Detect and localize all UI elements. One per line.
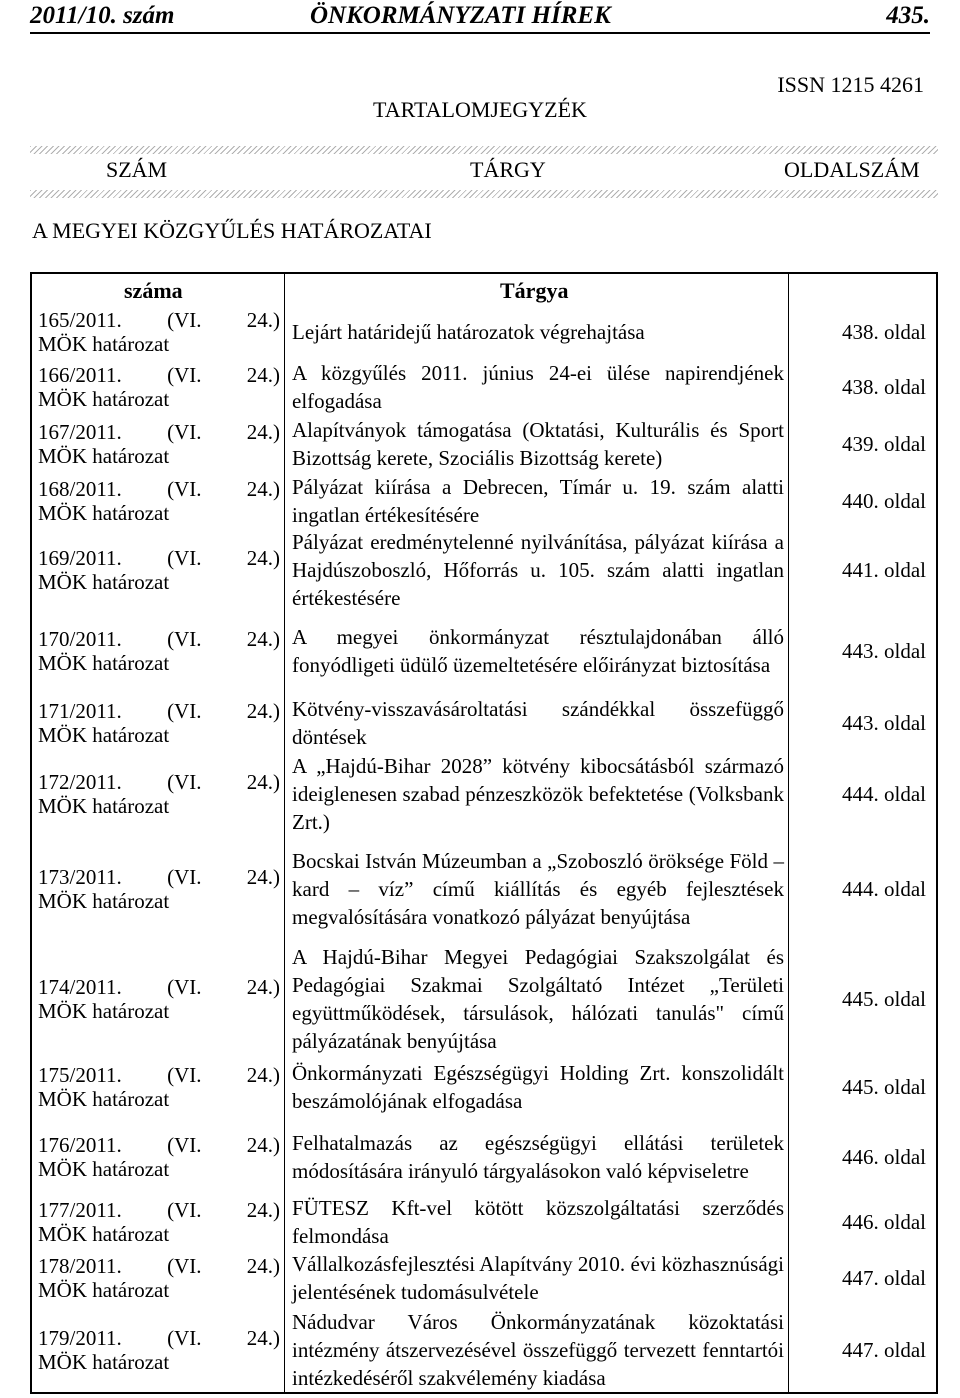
resolution-day: 24.)	[246, 627, 280, 651]
resolution-id	[38, 754, 280, 834]
page-reference: 446. oldal	[842, 1144, 926, 1169]
resolution-day: 24.)	[246, 865, 280, 889]
resolution-day: 24.)	[246, 546, 280, 570]
resolution-id	[38, 834, 280, 944]
header-rule	[30, 32, 930, 34]
table-row	[32, 472, 936, 530]
resolution-subject: FÜTESZ Kft-vel kötött közszolgáltatási szerződés felmondása	[292, 1196, 784, 1248]
table-row	[32, 610, 936, 692]
resolution-month: (VI.	[167, 770, 202, 794]
col-szam: SZÁM	[106, 157, 168, 182]
resolution-number: 173/2011.	[38, 865, 122, 889]
resolution-month: (VI.	[167, 363, 202, 387]
resolution-type: MÖK határozat	[38, 444, 170, 468]
resolution-number: 165/2011.	[38, 308, 122, 332]
resolution-type: MÖK határozat	[38, 794, 170, 818]
page-reference: 447. oldal	[842, 1265, 926, 1290]
resolution-id	[38, 416, 280, 472]
resolution-number: 175/2011.	[38, 1063, 122, 1087]
table-row	[32, 834, 936, 944]
resolution-day: 24.)	[246, 1326, 280, 1350]
resolution-month: (VI.	[167, 865, 202, 889]
resolution-type: MÖK határozat	[38, 387, 170, 411]
resolution-id	[38, 472, 280, 530]
table-row	[32, 754, 936, 834]
resolution-number: 170/2011.	[38, 627, 122, 651]
resolution-number: 176/2011.	[38, 1133, 122, 1157]
resolution-type: MÖK határozat	[38, 999, 170, 1023]
resolution-day: 24.)	[246, 363, 280, 387]
table-row	[32, 944, 936, 1054]
resolution-number: 169/2011.	[38, 546, 122, 570]
page-reference: 443. oldal	[842, 638, 926, 663]
resolution-month: (VI.	[167, 1198, 202, 1222]
table-row	[32, 530, 936, 610]
resolution-type: MÖK határozat	[38, 723, 170, 747]
page-reference: 440. oldal	[842, 488, 926, 513]
col-targy: TÁRGY	[470, 157, 546, 182]
table-row	[32, 1054, 936, 1120]
resolution-subject: A Hajdú-Bihar Megyei Pedagógiai Szakszolgálat és Pedagógiai Szakmai Szolgáltató Intézet „Területi együttműködések, társulások, hálózati tanulás" című pályázatának benyújtása	[292, 945, 784, 1053]
table-row	[32, 1250, 936, 1306]
resolution-day: 24.)	[246, 420, 280, 444]
resolution-subject: Bocskai István Múzeumban a „Szoboszló öröksége Föld – kard – víz” című kiállítás és egyéb fejlesztések megvalósítására vonatkozó pályázat benyújtása	[292, 849, 784, 929]
hatch-rule-bottom	[30, 190, 938, 198]
resolution-id	[38, 1120, 280, 1194]
table-row	[32, 1120, 936, 1194]
publication-title: ÖNKORMÁNYZATI HÍREK	[310, 2, 611, 29]
resolution-day: 24.)	[246, 975, 280, 999]
resolution-day: 24.)	[246, 1063, 280, 1087]
resolution-number: 179/2011.	[38, 1326, 122, 1350]
resolution-type: MÖK határozat	[38, 889, 170, 913]
hatch-rule-top	[30, 146, 938, 154]
resolution-subject: A megyei önkormányzat résztulajdonában álló fonyódligeti üdülő üzemeltetésére előirányzat biztosítása	[292, 625, 784, 677]
resolution-subject: Kötvény-visszavásároltatási szándékkal összefüggő döntések	[292, 697, 784, 749]
resolution-day: 24.)	[246, 770, 280, 794]
resolution-type: MÖK határozat	[38, 1350, 170, 1374]
resolution-id	[38, 944, 280, 1054]
resolution-subject: Nádudvar Város Önkormányzatának közoktatási intézmény átszervezésével összefüggő tervezett fenntartói intézkedéséről szakvélemény kiadása	[292, 1310, 784, 1390]
resolution-day: 24.)	[246, 699, 280, 723]
resolution-subject: A közgyűlés 2011. június 24-ei ülése napirendjének elfogadása	[292, 361, 784, 413]
page-reference: 444. oldal	[842, 781, 926, 806]
resolution-subject: Lejárt határidejű határozatok végrehajtása	[292, 320, 645, 344]
page-reference: 439. oldal	[842, 431, 926, 456]
resolution-subject: Pályázat kiírása a Debrecen, Tímár u. 19. szám alatti ingatlan értékesítésére	[292, 475, 784, 527]
page-reference: 445. oldal	[842, 1074, 926, 1099]
resolution-type: MÖK határozat	[38, 1222, 170, 1246]
resolution-id	[38, 530, 280, 610]
running-header	[30, 0, 930, 34]
issn: ISSN 1215 4261	[777, 72, 924, 97]
page-reference: 444. oldal	[842, 876, 926, 901]
page-reference: 446. oldal	[842, 1209, 926, 1234]
resolution-number: 168/2011.	[38, 477, 122, 501]
column-headings	[0, 157, 960, 187]
resolution-number: 172/2011.	[38, 770, 122, 794]
resolution-month: (VI.	[167, 699, 202, 723]
resolution-type: MÖK határozat	[38, 1157, 170, 1181]
resolution-day: 24.)	[246, 477, 280, 501]
resolution-type: MÖK határozat	[38, 651, 170, 675]
table-row	[32, 692, 936, 754]
resolution-id	[38, 692, 280, 754]
page-reference: 447. oldal	[842, 1337, 926, 1362]
resolution-month: (VI.	[167, 308, 202, 332]
resolution-month: (VI.	[167, 1326, 202, 1350]
table-row	[32, 306, 936, 358]
resolution-id	[38, 306, 280, 358]
resolution-id	[38, 1306, 280, 1394]
page-number: 435.	[886, 2, 930, 29]
page-reference: 438. oldal	[842, 374, 926, 399]
resolution-month: (VI.	[167, 420, 202, 444]
resolution-number: 167/2011.	[38, 420, 122, 444]
section-heading: A MEGYEI KÖZGYŰLÉS HATÁROZATAI	[32, 218, 432, 243]
resolution-month: (VI.	[167, 627, 202, 651]
resolution-month: (VI.	[167, 1133, 202, 1157]
resolution-subject: Felhatalmazás az egészségügyi ellátási területek módosítására irányuló tárgyalásokon való képviseletre	[292, 1131, 784, 1183]
table-row	[32, 416, 936, 472]
resolution-day: 24.)	[246, 1254, 280, 1278]
resolution-number: 177/2011.	[38, 1198, 122, 1222]
resolution-month: (VI.	[167, 1063, 202, 1087]
table-row	[32, 1306, 936, 1394]
resolution-day: 24.)	[246, 308, 280, 332]
resolution-subject: Alapítványok támogatása (Oktatási, Kulturális és Sport Bizottság kerete, Szociális Bizottság kerete)	[292, 418, 784, 470]
toc-title: TARTALOMJEGYZÉK	[373, 97, 587, 122]
page-reference: 441. oldal	[842, 557, 926, 582]
table-row	[32, 1194, 936, 1250]
resolution-type: MÖK határozat	[38, 570, 170, 594]
resolution-id	[38, 1194, 280, 1250]
resolution-month: (VI.	[167, 1254, 202, 1278]
resolution-id	[38, 610, 280, 692]
resolution-month: (VI.	[167, 546, 202, 570]
resolution-subject: A „Hajdú-Bihar 2028” kötvény kibocsátásból származó ideiglenesen szabad pénzeszközök befektetése (Volksbank Zrt.)	[292, 754, 784, 834]
resolution-number: 171/2011.	[38, 699, 122, 723]
resolution-month: (VI.	[167, 975, 202, 999]
page-reference: 438. oldal	[842, 319, 926, 344]
resolution-day: 24.)	[246, 1133, 280, 1157]
resolution-type: MÖK határozat	[38, 1087, 170, 1111]
resolution-type: MÖK határozat	[38, 1278, 170, 1302]
resolution-id	[38, 1250, 280, 1306]
resolution-subject: Vállalkozásfejlesztési Alapítvány 2010. évi közhasznúsági jelentésének tudomásulvétele	[292, 1252, 784, 1304]
resolution-number: 178/2011.	[38, 1254, 122, 1278]
col-oldalszam: OLDALSZÁM	[784, 157, 920, 182]
resolution-id	[38, 1054, 280, 1120]
table-row	[32, 358, 936, 416]
page-reference: 445. oldal	[842, 986, 926, 1011]
page-reference: 443. oldal	[842, 710, 926, 735]
resolution-day: 24.)	[246, 1198, 280, 1222]
resolution-number: 166/2011.	[38, 363, 122, 387]
resolution-type: MÖK határozat	[38, 501, 170, 525]
resolution-month: (VI.	[167, 477, 202, 501]
resolution-type: MÖK határozat	[38, 332, 170, 356]
resolution-subject: Pályázat eredménytelenné nyilvánítása, pályázat kiírása a Hajdúszoboszló, Hőforrás u. 105. szám alatti ingatlan értékestésére	[292, 530, 784, 610]
toc-table	[30, 272, 938, 1394]
issue-number: 2011/10. szám	[30, 2, 175, 29]
header-szama: száma	[124, 278, 183, 303]
header-targya: Tárgya	[500, 278, 569, 303]
resolution-subject: Önkormányzati Egészségügyi Holding Zrt. konszolidált beszámolójának elfogadása	[292, 1061, 784, 1113]
resolution-number: 174/2011.	[38, 975, 122, 999]
resolution-id	[38, 358, 280, 416]
